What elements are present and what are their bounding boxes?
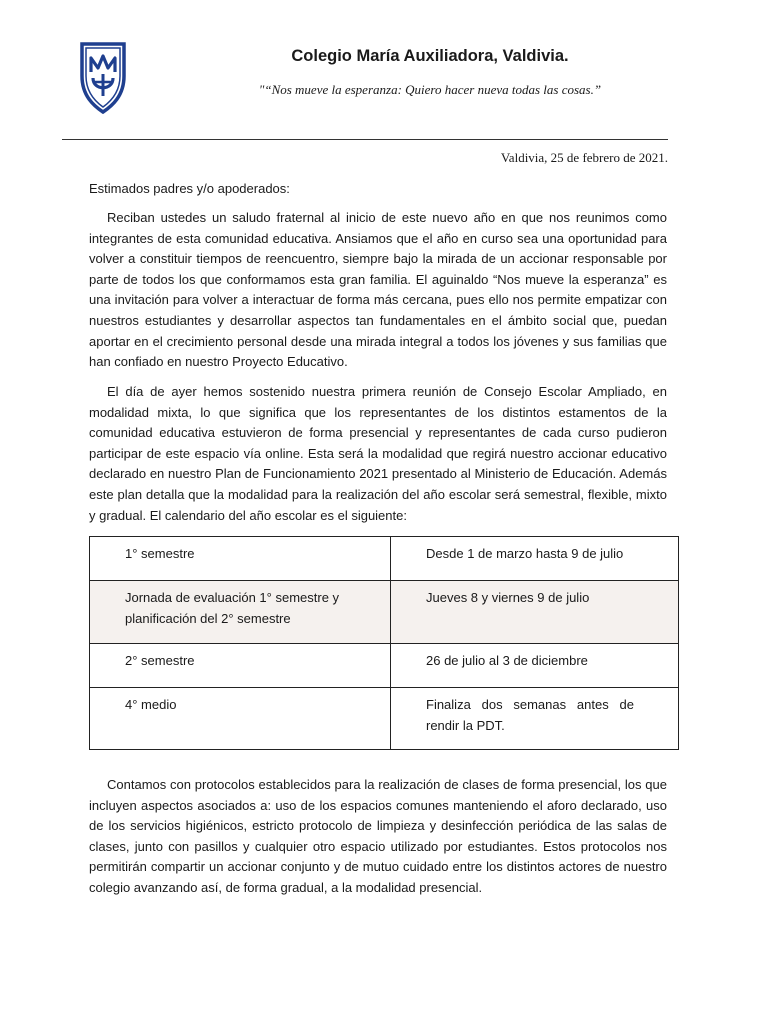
header-divider (62, 139, 668, 140)
school-name: Colegio María Auxiliadora, Valdivia. (291, 47, 569, 65)
letter-greeting: Estimados padres y/o apoderados: (89, 181, 290, 196)
calendar-dates-cell: 26 de julio al 3 de diciembre (391, 644, 679, 688)
table-row (90, 688, 679, 750)
calendar-period-cell: 4° medio (90, 688, 391, 750)
table-row (90, 581, 679, 644)
school-crest-logo (78, 38, 128, 114)
table-row (90, 644, 679, 688)
calendar-period-cell: Jornada de evaluación 1° semestre y planificación del 2° semestre (90, 581, 391, 644)
paragraph-protocols: Contamos con protocolos establecidos para la realización de clases de forma presencial, los que incluyen aspectos asociados a: uso de los espacios comunes manteniendo el aforo declarado, uso de los servicios higiénicos, estricto protocolo de limpieza y desinfección periódica de las salas de clases, junto con pasillos y cualquier otro espacio utilizado por estudiantes. Estos protocolos nos permitirán compartir un accionar conjunto y de mutuo cuidado entre los distintos actores de nuestro colegio avanzando así, de forma gradual, a la modalidad presencial. (89, 777, 667, 895)
school-motto: "“Nos mueve la esperanza: Quiero hacer nueva todas las cosas.” (258, 82, 602, 97)
letter-date: Valdivia, 25 de febrero de 2021. (500, 150, 668, 165)
calendar-period-cell: 1° semestre (90, 537, 391, 581)
calendar-dates-cell: Jueves 8 y viernes 9 de julio (391, 581, 679, 644)
calendar-dates-cell: Finaliza dos semanas antes de rendir la PDT. (391, 688, 679, 750)
table-row (90, 537, 679, 581)
school-calendar-table (89, 536, 679, 750)
paragraph-council-meeting: El día de ayer hemos sostenido nuestra primera reunión de Consejo Escolar Ampliado, en modalidad mixta, lo que significa que los representantes de los distintos estamentos de la comunidad educativa estuvieron de forma presencial y representantes de cada curso pudieron participar de este espacio vía online. Esta será la modalidad que regirá nuestro accionar educativo declarado en nuestro Plan de Funcionamiento 2021 presentado al Ministerio de Educación. Además este plan detalla que la modalidad para la realización del año escolar será semestral, flexible, mixto y gradual. El calendario del año escolar es el siguiente: (89, 384, 667, 523)
paragraph-welcome: Reciban ustedes un saludo fraternal al inicio de este nuevo año en que nos reunimos como integrantes de esta comunidad educativa. Ansiamos que el año en curso sea una oportunidad para volver a constituir tiempos de reencuentro, siempre bajo la mirada de un accionar responsable por parte de todos los que conformamos esta gran familia. El aguinaldo “Nos mueve la esperanza” es una invitación para volver a interactuar de forma más cercana, pues ello nos permite empatizar con nuestros estudiantes y desarrollar aspectos tan fundamentales en el ámbito social que, puedan aportar en el crecimiento personal desde una mirada integral a todos los jóvenes y sus familias que han confiado en nuestro Proyecto Educativo. (89, 210, 667, 370)
calendar-period-cell: 2° semestre (90, 644, 391, 688)
calendar-dates-cell: Desde 1 de marzo hasta 9 de julio (391, 537, 679, 581)
